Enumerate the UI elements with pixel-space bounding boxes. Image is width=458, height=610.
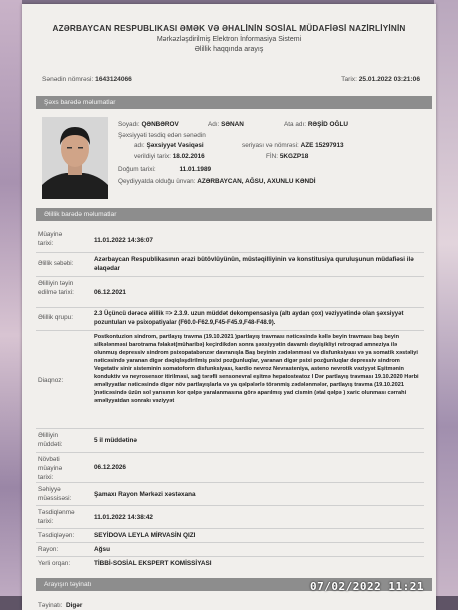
photo-timestamp: 07/02/2022 11:21 <box>310 580 424 593</box>
person-portrait-icon <box>42 117 108 199</box>
diagnosis-row <box>36 333 424 429</box>
person-section-header: Şəxs barədə məlumatlar <box>36 96 432 109</box>
confirm-date-label: Təsdiqlənmə tarixi: <box>38 509 75 525</box>
exam-date-label: Müayinə tarixi: <box>38 231 63 247</box>
surname-value: QƏNBƏROV <box>141 121 179 128</box>
exam-date-value: 11.01.2022 14:36:07 <box>94 237 153 244</box>
divider <box>36 452 424 453</box>
group-label: Əlillik qrupu: <box>38 314 73 321</box>
birth-date-label: Doğum tarixi: <box>118 166 156 173</box>
id-doc-kind-value: Şəxsiyyət Vəsiqəsi <box>146 142 204 149</box>
group-row <box>36 310 424 330</box>
divider <box>36 556 424 557</box>
assigned-date-label: Əlilliyin təyin edilmə tarixi: <box>38 280 74 296</box>
purpose-label: Təyinatı: <box>38 602 63 609</box>
background-fabric-right <box>434 0 458 610</box>
duration-label: Əlilliyin müddəti: <box>38 432 63 448</box>
reason-label: Əlillik səbəbi: <box>38 261 74 267</box>
fin-value: 5KGZP18 <box>279 153 309 160</box>
assigned-date-value: 06.12.2021 <box>94 289 126 296</box>
reg-address-label: Qeydiyyatda olduğu ünvan: <box>118 178 196 185</box>
divider <box>36 330 424 331</box>
exam-date-row <box>36 230 424 252</box>
certificate-paper <box>22 4 436 610</box>
divider <box>36 505 424 506</box>
disability-section-header: Əlillik barədə məlumatlar <box>36 208 432 221</box>
divider <box>36 528 424 529</box>
name-label: Adı: <box>208 121 220 128</box>
father-label: Ata adı: <box>284 121 307 128</box>
serial-value: AZE 15297913 <box>300 142 344 149</box>
doc-number: 1643124066 <box>95 76 132 83</box>
local-body-value: TİBBİ-SOSİAL EKSPERT KOMİSSİYASI <box>94 560 212 567</box>
divider <box>36 542 424 543</box>
serial-label: seriyası və nömrəsi: <box>242 142 299 149</box>
surname-label: Soyadı: <box>118 121 140 128</box>
local-body-row <box>36 559 424 569</box>
purpose-value: Digər <box>66 602 83 609</box>
document-header <box>22 4 436 53</box>
divider <box>36 307 424 308</box>
document-type: Əlillik haqqında arayış <box>194 46 264 53</box>
diagnosis-label: Diaqnoz: <box>38 377 64 384</box>
id-doc-kind-label: adı: <box>134 142 145 149</box>
confirmer-label: Təsdiqləyən: <box>38 532 75 539</box>
institution-row <box>36 485 424 505</box>
duration-row <box>36 431 424 451</box>
district-label: Rayon: <box>38 546 59 553</box>
father-value: RƏŞİD OĞLU <box>307 121 348 128</box>
background-fabric-left <box>0 0 22 610</box>
id-doc-heading: Şəxsiyyəti təsdiq edən sənədin <box>118 132 206 139</box>
divider <box>36 252 424 253</box>
next-exam-row <box>36 455 424 482</box>
purpose-section-header: Arayışın təyinatı <box>36 578 432 591</box>
next-exam-label: Növbəti müayinə tarixi: <box>38 456 63 481</box>
district-value: Ağsu <box>94 546 110 553</box>
purpose-row <box>36 601 424 610</box>
group-value: 2.3 Üçüncü dərəcə əlillik => 2.3.9. uzun müddət dekompensasiya (altı aydan çox) vəziyyətində olan şəxsiyyət pozuntuları və psixopatiyalar (F60.0-F62.9,F45-F45.9,F48-F48.9). <box>94 311 404 326</box>
diagnosis-value: Postkontuzion sindrom, partlayış travma (19.10.2021 )partlayış travması nəticəsində kəllə beyin travması baş beyin silkələnməsi barotrama fəlakət(müharibə) keçirdikdən sonra şəxsiyyətin davamlı dəyişikliyi retroqrad amneziya ilə olunmuş depressiv sindrom psixopatabənzər davranışla Baş beyinin zədələnməsi və disfunksiyası və ya somatik xəstəliyi nəticəsində yaranan digər dəqiqləşdirilmiş psixi pozğunluqlar, yaranan digər psixi pozğunluqlar depressiv sindrom Vegetativ sinir sisteminin somatoform disfunksiyası, kardio nevroz Nevrasteniya, asteno nevrotik vəziyyət Eşitmənin konduktiv və neyrosensor itirilməsi, sağ tərəfli sensonevral eşitmə hepatosteatoz I Dər partlayış travması 19.10.2020 Hərbi əməliyyatlar nəticəsində digər növ partlayışlarla və ya qəlpələrlə törənmiş zədələnmələr, partlayış travma (19.10.2021 )nəticəsində üzün sol yarısının kor qəlpə yaralanmasına görə aparılmış yad cismin (ətal qəlpə ) xaric olunması cərrahi əməliyyatdan sonrakı vəziyyət <box>94 334 419 404</box>
reason-value: Azərbaycan Respublikasının ərazi bütövlüyünün, müstəqilliyinin və konstitusiya quruluşunun müdafiəsi ilə əlaqədar <box>94 256 414 272</box>
reason-row <box>36 255 424 275</box>
confirm-date-value: 11.01.2022 14:38:42 <box>94 514 153 521</box>
institution-value: Şamaxı Rayon Mərkəzi xəstəxana <box>94 491 196 498</box>
next-exam-value: 06.12.2026 <box>94 464 126 471</box>
doc-date: 25.01.2022 03:21:06 <box>358 76 420 83</box>
confirmer-value: SEYİDOVA LEYLA MİRVASİN QIZI <box>94 532 196 539</box>
duration-value: 5 il müddətinə <box>94 437 137 444</box>
divider <box>36 482 424 483</box>
fin-label: FİN: <box>266 153 279 160</box>
divider <box>36 428 424 429</box>
person-photo <box>42 117 108 199</box>
reg-address-value: AZƏRBAYCAN, AĞSU, AXUNLU KƏNDİ <box>197 178 316 185</box>
issue-date-value: 18.02.2016 <box>172 153 205 160</box>
doc-number-label: Sənədin nömrəsi: <box>42 76 94 83</box>
ministry-title: AZƏRBAYCAN RESPUBLIKASI ƏMƏK VƏ ƏHALİNİN SOSİAL MÜDAFİƏSİ NAZİRLİYİNİN <box>52 24 406 33</box>
name-value: SƏNAN <box>221 121 244 128</box>
system-subtitle: Mərkəzləşdirilmiş Elektron İnformasiya Sistemi <box>156 36 302 43</box>
local-body-label: Yerli orqan: <box>38 560 71 567</box>
institution-label: Səhiyyə müəssisəsi: <box>38 486 72 502</box>
divider <box>36 276 424 277</box>
confirm-date-row <box>36 508 424 528</box>
district-row <box>36 545 424 555</box>
confirmer-row <box>36 531 424 541</box>
birth-date-value: 11.01.1989 <box>179 166 212 173</box>
issue-date-label: verildiyi tarix: <box>134 153 171 160</box>
assigned-date-row <box>36 279 424 307</box>
doc-date-label: Tarix: <box>341 76 357 83</box>
